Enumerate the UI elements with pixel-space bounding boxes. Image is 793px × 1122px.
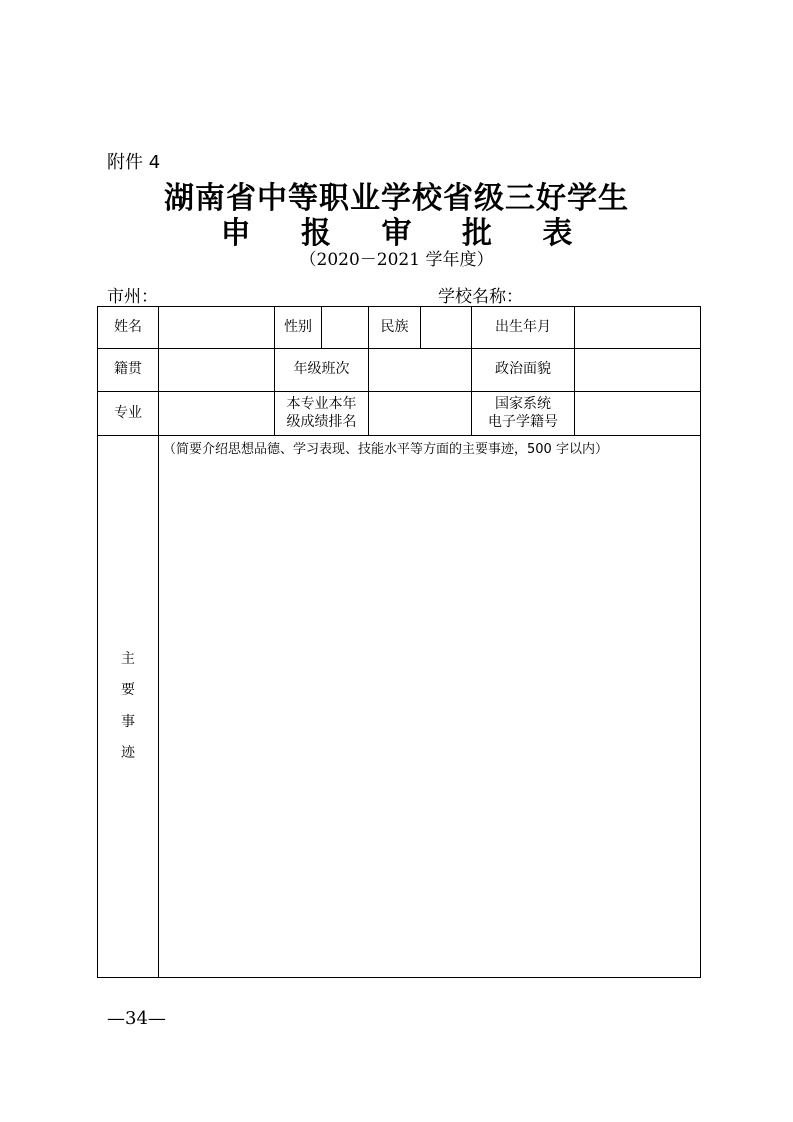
- grade-rank-field[interactable]: [369, 392, 472, 436]
- table-row: [98, 307, 701, 349]
- ethnicity-field[interactable]: [421, 307, 472, 349]
- name-label: 姓名: [98, 307, 159, 349]
- grade-class-label: 年级班次: [275, 349, 369, 392]
- student-id-label-line-1: 国家系统: [495, 396, 551, 412]
- application-form-table: [97, 306, 701, 978]
- birth-date-field[interactable]: [575, 307, 701, 349]
- gender-label: 性别: [275, 307, 322, 349]
- major-label: 专业: [98, 392, 159, 436]
- student-id-label: [472, 392, 575, 436]
- name-field[interactable]: [159, 307, 275, 349]
- form-title-line-1: 湖南省中等职业学校省级三好学生: [164, 181, 629, 216]
- page-number: —34—: [107, 1008, 166, 1029]
- main-deeds-label: [98, 436, 159, 978]
- hometown-label: 籍贯: [98, 349, 159, 392]
- main-deeds-field[interactable]: [159, 436, 701, 978]
- main-deeds-char: 要: [121, 682, 135, 698]
- gender-field[interactable]: [322, 307, 369, 349]
- grade-rank-label-line-2: 级成绩排名: [286, 413, 357, 430]
- birth-date-label: 出生年月: [472, 307, 575, 349]
- form-title-line-2: 申 报 审 批 表: [220, 216, 593, 251]
- hometown-field[interactable]: [159, 349, 275, 392]
- grade-rank-label-line-1: 本专业本年: [286, 396, 357, 412]
- student-id-field[interactable]: [575, 392, 701, 436]
- grade-class-field[interactable]: [369, 349, 472, 392]
- city-label: 市州：: [107, 287, 158, 307]
- political-status-label: 政治面貌: [472, 349, 575, 392]
- main-deeds-hint: （简要介绍思想品德、学习表现、技能水平等方面的主要事迹，500 字以内）: [163, 442, 608, 457]
- major-field[interactable]: [159, 392, 275, 436]
- ethnicity-label: 民族: [369, 307, 421, 349]
- main-deeds-char: 迹: [121, 745, 135, 761]
- main-deeds-char: 主: [121, 650, 135, 667]
- student-id-label-line-2: 电子学籍号: [488, 413, 558, 430]
- main-deeds-char: 事: [121, 713, 135, 730]
- political-status-field[interactable]: [575, 349, 701, 392]
- table-row: [98, 392, 701, 436]
- table-row: [98, 436, 701, 978]
- academic-year: （2020－2021 学年度）: [299, 250, 494, 270]
- attachment-label: 附件 4: [107, 152, 161, 173]
- table-row: [98, 349, 701, 392]
- grade-rank-label: [275, 392, 369, 436]
- school-name-label: 学校名称：: [438, 287, 523, 307]
